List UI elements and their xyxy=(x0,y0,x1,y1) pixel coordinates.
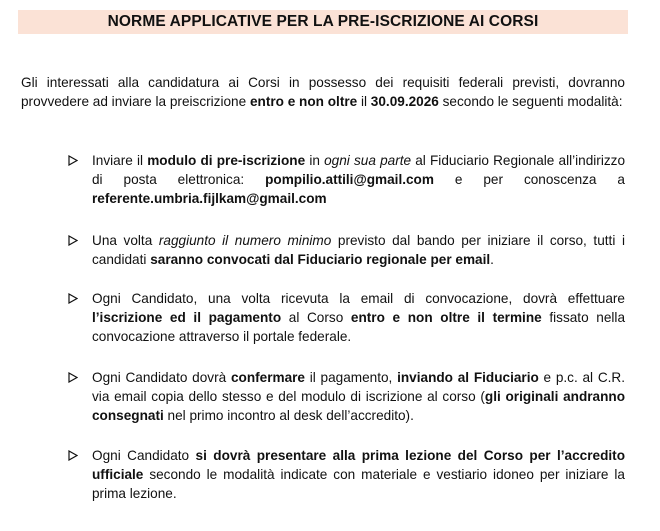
list-item xyxy=(68,151,628,208)
bullet-text xyxy=(92,446,625,503)
bullet-text xyxy=(92,231,625,269)
text: e p.c. al C.R. via email copia dello stesso e del modulo di iscrizione al corso ( xyxy=(92,370,626,404)
bold-text: entro e non oltre il termine xyxy=(350,310,542,325)
intro-text: il xyxy=(357,94,371,109)
bold-text: gli originali andranno consegnati xyxy=(92,389,626,423)
triangle-right-icon xyxy=(68,368,92,387)
list-item xyxy=(68,289,628,346)
intro-paragraph xyxy=(21,73,625,111)
text: Ogni Candidato dovrà xyxy=(92,370,231,385)
bullet-text xyxy=(92,151,625,208)
triangle-right-icon xyxy=(68,289,92,308)
text: . xyxy=(490,252,494,267)
bold-text: confermare xyxy=(230,370,305,385)
text: secondo le modalità indicate con materiale e vestiario idoneo per iniziare la prima lezione. xyxy=(92,467,625,501)
bold-text: inviando al Fiduciario xyxy=(397,370,539,385)
text: fissato nella convocazione attraverso il portale federale. xyxy=(92,310,626,344)
title-banner xyxy=(18,10,628,34)
intro-deadline-date: 30.09.2026 xyxy=(370,94,439,109)
page-title: NORME APPLICATIVE PER LA PRE-ISCRIZIONE AI CORSI xyxy=(107,13,539,30)
bold-text: si dovrà presentare alla prima lezione del Corso per l’accredito ufficiale xyxy=(92,448,625,482)
intro-deadline-emphasis: entro e non oltre xyxy=(249,94,358,109)
text: il pagamento, xyxy=(305,370,398,385)
italic-text: ogni sua parte xyxy=(324,153,412,168)
triangle-right-icon xyxy=(68,231,92,250)
intro-text: Gli interessati alla candidatura ai Corsi in possesso dei requisiti federali previsti, dovranno provvedere ad inviare la preiscrizione xyxy=(21,75,625,109)
text: nel primo incontro al desk dell’accredito). xyxy=(163,408,414,423)
text: al Corso xyxy=(281,310,351,325)
text: al Fiduciario Regionale all’indirizzo di posta elettronica: xyxy=(92,153,625,187)
bold-text: l’iscrizione ed il pagamento xyxy=(92,310,282,325)
bold-text: modulo di pre-iscrizione xyxy=(147,153,306,168)
text: Inviare il xyxy=(92,153,148,168)
email-address: pompilio.attili@gmail.com xyxy=(265,172,434,187)
triangle-right-icon xyxy=(68,151,92,170)
text: Ogni Candidato xyxy=(92,448,196,463)
bullet-text xyxy=(92,289,625,346)
bold-text: saranno convocati dal Fiduciario regionale per email xyxy=(150,252,491,267)
list-item xyxy=(68,446,628,503)
text: in xyxy=(305,153,325,168)
list-item xyxy=(68,231,628,269)
list-item xyxy=(68,368,628,425)
intro-text: secondo le seguenti modalità: xyxy=(438,94,623,109)
text: e per conoscenza a xyxy=(433,172,625,187)
email-address: referente.umbria.fijlkam@gmail.com xyxy=(92,191,327,206)
bullet-text xyxy=(92,368,625,425)
text: previsto dal bando per iniziare il corso, tutti i candidati xyxy=(92,233,625,267)
italic-text: raggiunto il numero minimo xyxy=(158,233,332,248)
text: Ogni Candidato, una volta ricevuta la email di convocazione, dovrà effettuare xyxy=(92,291,625,306)
text: Una volta xyxy=(92,233,159,248)
triangle-right-icon xyxy=(68,446,92,465)
